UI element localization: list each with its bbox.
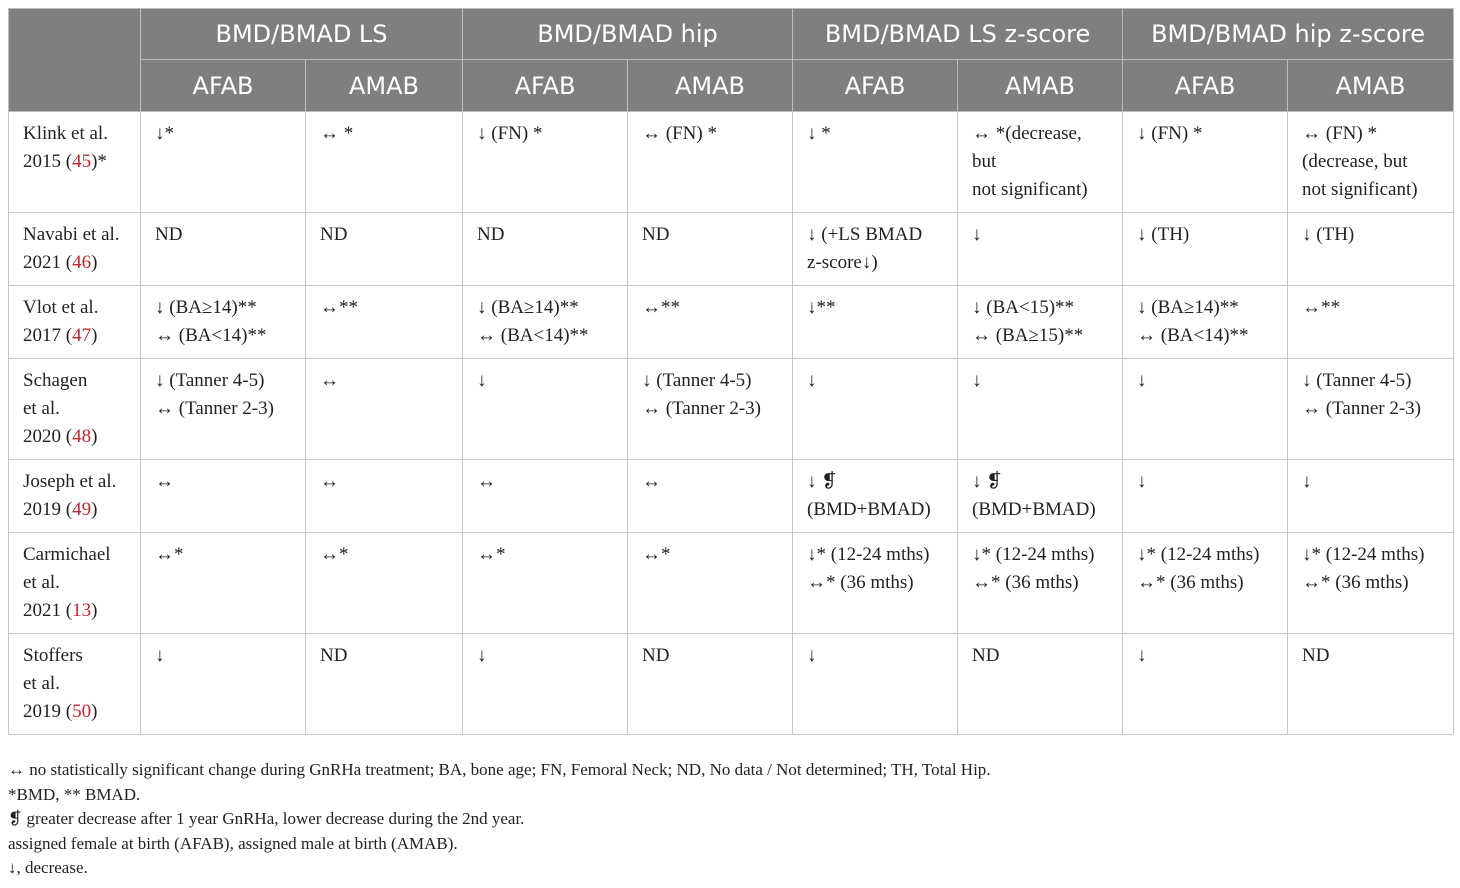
table-container: [8, 8, 1453, 735]
result-line: ↓ (Tanner 4-5): [642, 370, 752, 391]
result-line: ↓* (12-24 mths): [807, 544, 930, 565]
result-line: ↔*: [155, 544, 184, 565]
result-line: (decrease, but: [1302, 151, 1408, 172]
result-cell: [463, 533, 628, 634]
result-line: ↓: [972, 224, 982, 245]
reference-link[interactable]: 13: [72, 600, 92, 621]
table-row: [9, 359, 1454, 460]
result-cell: [306, 634, 463, 735]
result-cell: [793, 359, 958, 460]
result-line: ↓ (TH): [1137, 224, 1190, 245]
result-cell: [1288, 359, 1454, 460]
sub-header-row: [9, 60, 1454, 112]
result-cell: [306, 359, 463, 460]
result-cell: [141, 533, 306, 634]
footnote-line: assigned female at birth (AFAB), assigned male at birth (AMAB).: [8, 833, 458, 853]
result-cell: [1123, 460, 1288, 533]
result-cell: [958, 286, 1123, 359]
result-cell: [141, 112, 306, 213]
result-cell: [463, 213, 628, 286]
result-line: ↔*: [320, 544, 349, 565]
result-line: ND: [320, 645, 348, 666]
result-line: z-score↓): [807, 252, 878, 273]
result-cell: [958, 359, 1123, 460]
result-line: ↔ (BA<14)**: [155, 325, 267, 346]
result-line: ↓: [972, 370, 982, 391]
result-line: ↔ (FN) *: [1302, 123, 1377, 144]
result-line: ↓*: [155, 123, 174, 144]
result-line: ↔* (36 mths): [972, 572, 1079, 593]
result-cell: [306, 112, 463, 213]
result-line: ↓: [155, 645, 165, 666]
sub-header-afab: AFAB: [463, 60, 628, 112]
result-cell: [463, 286, 628, 359]
result-cell: [1288, 634, 1454, 735]
result-line: not significant): [972, 179, 1088, 200]
result-line: ↓* (12-24 mths): [972, 544, 1095, 565]
reference-link[interactable]: 46: [72, 252, 92, 273]
result-line: ND: [320, 224, 348, 245]
result-line: ↓ (Tanner 4-5): [155, 370, 265, 391]
group-header-ls: BMD/BMAD LS: [141, 9, 463, 60]
result-line: ↔*: [477, 544, 506, 565]
study-label-line: Klink et al.: [23, 123, 108, 144]
result-line: ↔ (Tanner 2-3): [1302, 398, 1421, 419]
table-row: [9, 533, 1454, 634]
result-line: ↓: [1137, 370, 1147, 391]
result-line: ↓: [477, 645, 487, 666]
result-cell: [793, 460, 958, 533]
table-row: [9, 286, 1454, 359]
result-cell: [628, 112, 793, 213]
study-label-line: Joseph et al.: [23, 471, 117, 492]
result-cell: [628, 359, 793, 460]
group-header-ls-zscore: BMD/BMAD LS z-score: [793, 9, 1123, 60]
result-line: ND: [1302, 645, 1330, 666]
result-line: ↓ (TH): [1302, 224, 1355, 245]
result-cell: [306, 460, 463, 533]
result-line: ↓: [807, 645, 817, 666]
study-label-line: Vlot et al.: [23, 297, 99, 318]
table-row: [9, 634, 1454, 735]
result-line: ↓ *: [807, 123, 831, 144]
result-cell: [1288, 533, 1454, 634]
table-footnotes: [8, 758, 991, 881]
result-line: ND: [642, 645, 670, 666]
reference-link[interactable]: 49: [72, 499, 92, 520]
table-header: [9, 9, 1454, 112]
result-line: ↔* (36 mths): [807, 572, 914, 593]
result-line: ↔ (FN) *: [642, 123, 717, 144]
result-cell: [793, 112, 958, 213]
result-line: ↔: [477, 471, 497, 492]
result-cell: [628, 634, 793, 735]
result-cell: [793, 286, 958, 359]
study-label-line: Carmichael: [23, 544, 111, 565]
result-cell: [793, 213, 958, 286]
result-line: ↓**: [807, 297, 836, 318]
study-label-line: 2017 (47): [23, 325, 98, 346]
result-cell: [958, 533, 1123, 634]
reference-link[interactable]: 50: [72, 701, 92, 722]
result-cell: [793, 634, 958, 735]
result-line: ↓ (BA<15)**: [972, 297, 1075, 318]
study-label-line: 2021 (13): [23, 600, 98, 621]
result-cell: [141, 286, 306, 359]
result-cell: [628, 286, 793, 359]
sub-header-amab: AMAB: [306, 60, 463, 112]
bmd-outcomes-table: [8, 8, 1454, 735]
result-line: ↓ (+LS BMAD: [807, 224, 923, 245]
result-line: ↔ (Tanner 2-3): [155, 398, 274, 419]
study-label-line: 2019 (49): [23, 499, 98, 520]
sub-header-amab: AMAB: [628, 60, 793, 112]
result-line: ↔**: [320, 297, 358, 318]
study-cell: [9, 112, 141, 213]
result-cell: [1123, 213, 1288, 286]
result-cell: [1123, 634, 1288, 735]
result-line: not significant): [1302, 179, 1418, 200]
study-cell: [9, 213, 141, 286]
result-cell: [1288, 460, 1454, 533]
result-cell: [1123, 359, 1288, 460]
result-line: ↔* (36 mths): [1302, 572, 1409, 593]
result-cell: [306, 533, 463, 634]
study-cell: [9, 460, 141, 533]
result-cell: [1123, 112, 1288, 213]
result-line: ND: [155, 224, 183, 245]
reference-link[interactable]: 45: [72, 151, 92, 172]
study-label-line: Stoffers: [23, 645, 83, 666]
study-cell: [9, 634, 141, 735]
result-line: ↔ (BA<14)**: [477, 325, 589, 346]
result-line: ND: [477, 224, 505, 245]
result-cell: [306, 213, 463, 286]
result-cell: [141, 460, 306, 533]
result-cell: [463, 634, 628, 735]
footnote-line: ↓, decrease.: [8, 858, 88, 877]
result-line: ↔: [320, 471, 339, 492]
group-header-hip-zscore: BMD/BMAD hip z-score: [1123, 9, 1454, 60]
result-cell: [628, 213, 793, 286]
result-cell: [141, 634, 306, 735]
study-label-line: 2015 (45)*: [23, 151, 107, 172]
sub-header-amab: AMAB: [958, 60, 1123, 112]
result-cell: [958, 634, 1123, 735]
study-label-line: 2020 (48): [23, 426, 98, 447]
result-line: ND: [972, 645, 1000, 666]
study-cell: [9, 533, 141, 634]
result-line: ↔: [320, 370, 339, 391]
result-cell: [141, 213, 306, 286]
result-cell: [628, 460, 793, 533]
result-cell: [958, 213, 1123, 286]
study-label-line: 2019 (50): [23, 701, 98, 722]
group-header-hip: BMD/BMAD hip: [463, 9, 793, 60]
sub-header-afab: AFAB: [1123, 60, 1288, 112]
result-line: ↓ (BA≥14)**: [477, 297, 579, 318]
study-cell: [9, 359, 141, 460]
result-line: ↔*: [642, 544, 671, 565]
table-row: [9, 112, 1454, 213]
result-line: ND: [642, 224, 670, 245]
table-body: [9, 112, 1454, 735]
result-line: ↓ ❡: [807, 471, 838, 492]
study-label-line: Navabi et al.: [23, 224, 120, 245]
result-cell: [1288, 112, 1454, 213]
result-line: (BMD+BMAD): [972, 499, 1096, 520]
footnote-line: *BMD, ** BMAD.: [8, 784, 141, 804]
result-cell: [628, 533, 793, 634]
footnote-line: ↔ no statistically significant change during GnRHa treatment; BA, bone age; FN, Femoral Neck; ND, No data / Not determined; TH, Total Hip.: [8, 760, 991, 779]
result-line: ↓* (12-24 mths): [1302, 544, 1425, 565]
footnote-line: ❡ greater decrease after 1 year GnRHa, lower decrease during the 2nd year.: [8, 809, 525, 828]
study-cell: [9, 286, 141, 359]
result-cell: [958, 112, 1123, 213]
result-line: ↔ (BA≥15)**: [972, 325, 1084, 346]
result-cell: [306, 286, 463, 359]
result-line: ↓ (Tanner 4-5): [1302, 370, 1412, 391]
sub-header-afab: AFAB: [793, 60, 958, 112]
result-line: ↔ (Tanner 2-3): [642, 398, 761, 419]
result-cell: [958, 460, 1123, 533]
result-line: ↓: [1137, 645, 1147, 666]
result-line: ↓ (FN) *: [477, 123, 543, 144]
result-cell: [1288, 286, 1454, 359]
study-label-line: et al.: [23, 673, 60, 694]
result-line: ↔: [155, 471, 174, 492]
result-line: ↔**: [642, 297, 681, 318]
result-line: ↓ (BA≥14)**: [1137, 297, 1239, 318]
sub-header-afab: AFAB: [141, 60, 306, 112]
study-column-header: [9, 9, 141, 112]
result-line: ↓ (FN) *: [1137, 123, 1203, 144]
result-line: ↓: [1137, 471, 1147, 492]
result-cell: [1123, 286, 1288, 359]
result-line: (BMD+BMAD): [807, 499, 931, 520]
result-cell: [1288, 213, 1454, 286]
result-line: ↓ ❡: [972, 471, 1003, 492]
result-line: ↓* (12-24 mths): [1137, 544, 1260, 565]
result-cell: [463, 460, 628, 533]
result-cell: [1123, 533, 1288, 634]
group-header-row: [9, 9, 1454, 60]
result-line: ↓ (BA≥14)**: [155, 297, 257, 318]
result-line: ↔* (36 mths): [1137, 572, 1244, 593]
result-line: ↔ *: [320, 123, 354, 144]
reference-link[interactable]: 47: [72, 325, 92, 346]
result-line: ↓: [477, 370, 487, 391]
result-cell: [141, 359, 306, 460]
result-cell: [463, 112, 628, 213]
study-label-line: et al.: [23, 398, 60, 419]
result-line: ↔ (BA<14)**: [1137, 325, 1249, 346]
reference-link[interactable]: 48: [72, 426, 92, 447]
result-line: ↔**: [1302, 297, 1341, 318]
study-label-line: 2021 (46): [23, 252, 98, 273]
result-line: ↓: [807, 370, 817, 391]
result-line: but: [972, 151, 997, 172]
result-line: ↔ *(decrease,: [972, 123, 1082, 144]
table-row: [9, 460, 1454, 533]
study-label-line: et al.: [23, 572, 60, 593]
result-line: ↓: [1302, 471, 1312, 492]
result-cell: [463, 359, 628, 460]
sub-header-amab: AMAB: [1288, 60, 1454, 112]
study-label-line: Schagen: [23, 370, 88, 391]
result-line: ↔: [642, 471, 662, 492]
result-cell: [793, 533, 958, 634]
table-row: [9, 213, 1454, 286]
